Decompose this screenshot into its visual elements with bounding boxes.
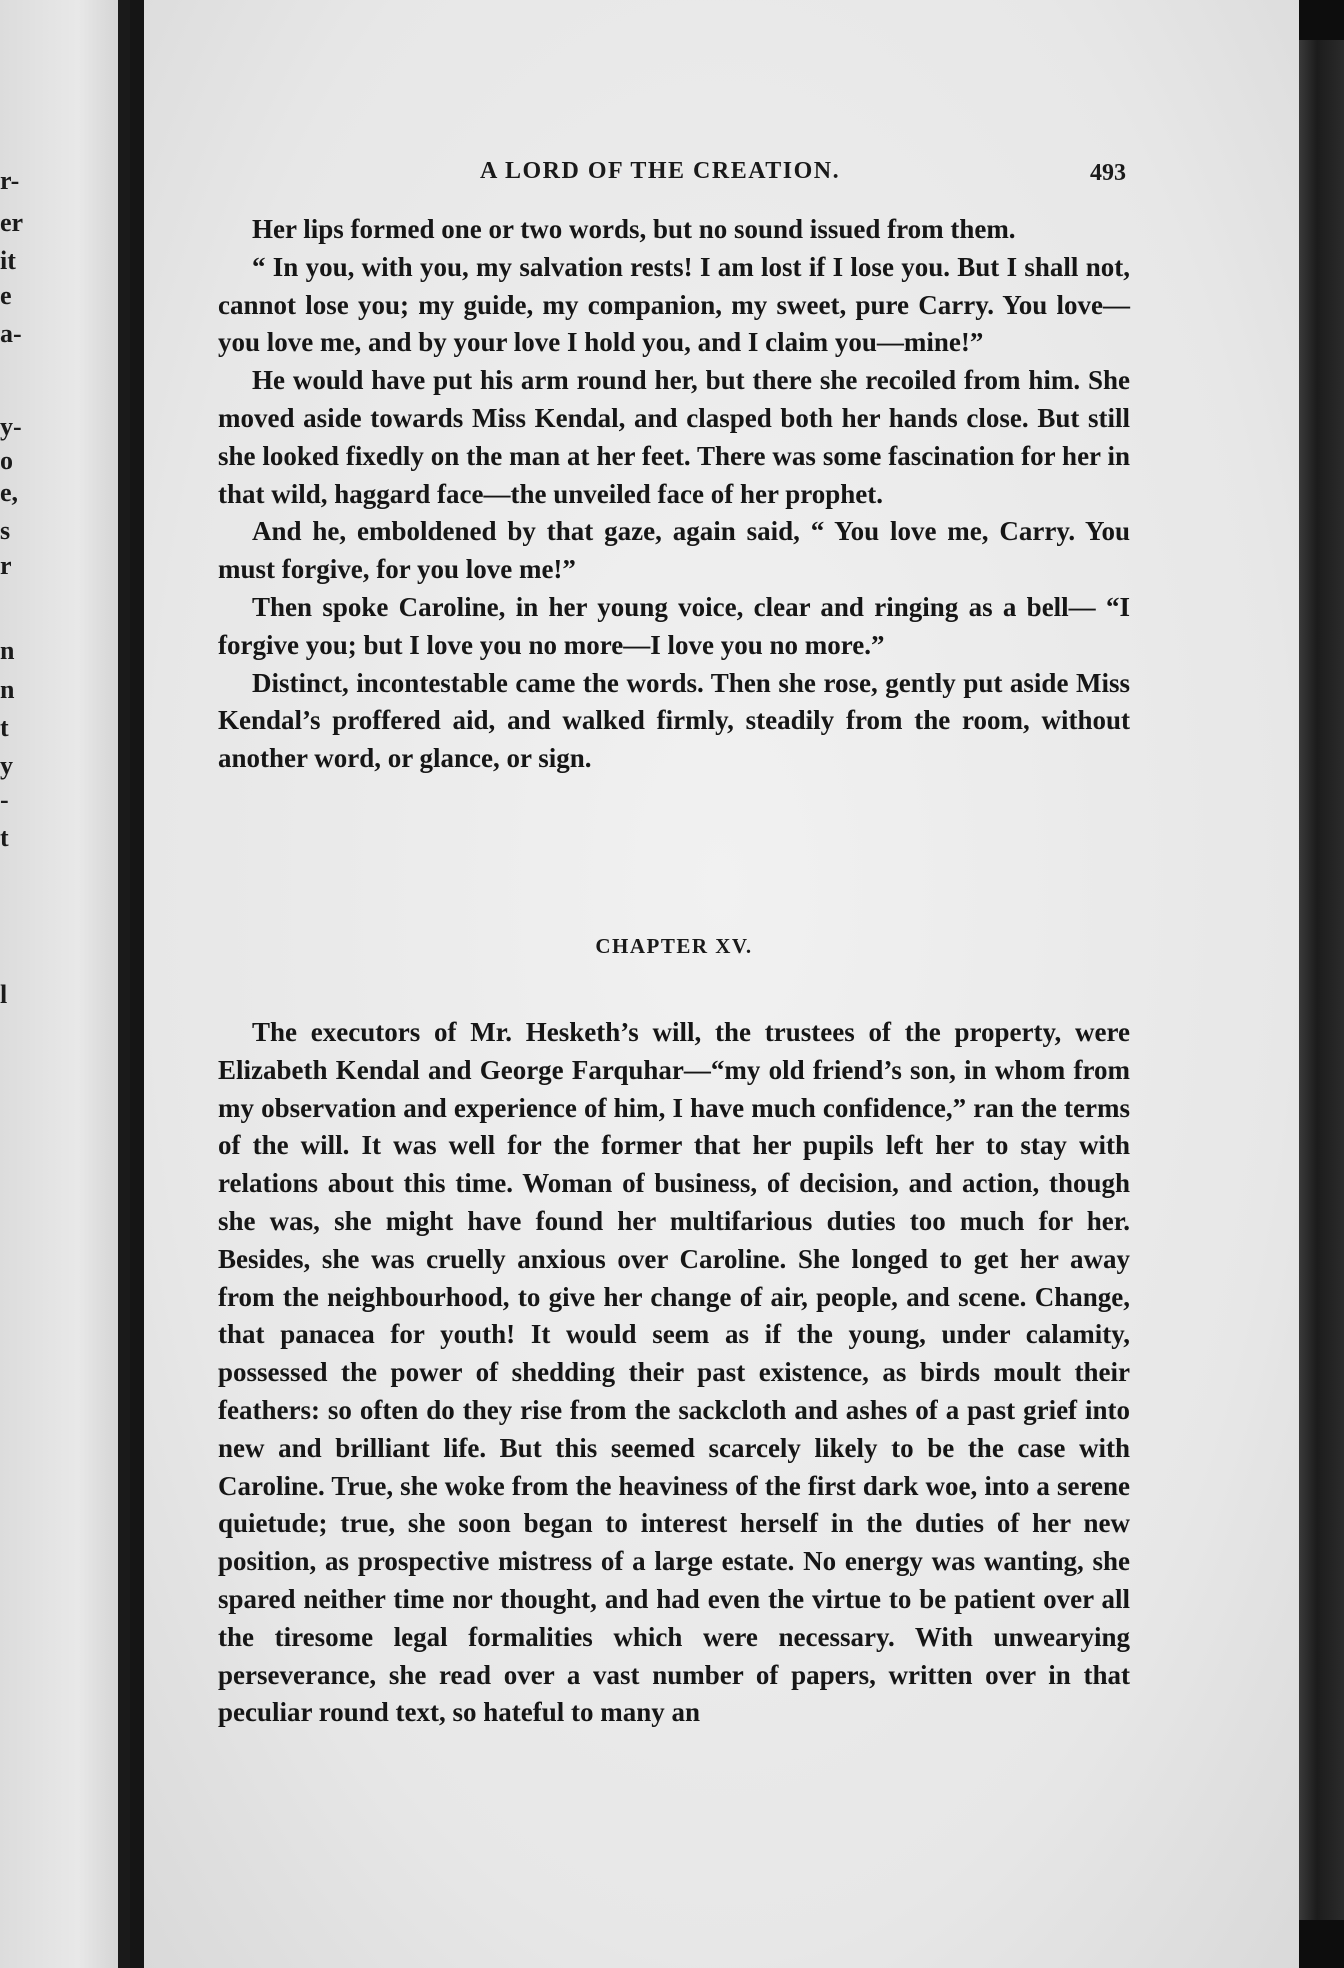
facing-page-fragment: er [0,208,24,237]
facing-page-fragment: l [0,980,8,1009]
facing-page-fragment: t [0,823,9,852]
page-number: 493 [1090,160,1126,186]
facing-page-fragment: r [0,551,12,580]
paragraph: Distinct, incontestable came the words. Then she rose, gently put aside Miss Kendal’s proffered aid, and walked firmly, steadily from the room, without another word, or glance, or sign. [218,667,1130,774]
facing-page-fragment: n [0,675,15,704]
paragraph: Then spoke Caroline, in her young voice, clear and ringing as a bell— “I forgive you; but I love you no more—I love you no more.” [218,591,1130,660]
paragraph: And he, emboldened by that gaze, again said, “ You love me, Carry. You must forgive, for you love me!” [218,516,1130,585]
facing-page-fragment: r- [0,166,20,195]
book-spine [118,0,130,1968]
page-gutter [130,0,144,1968]
facing-page-edge [0,0,130,1968]
page-stack-edge [1299,40,1344,1920]
facing-page-fragment: o [0,446,13,475]
facing-page-fragment: a- [0,319,22,348]
facing-page-fragment: y- [0,412,22,441]
facing-page-fragment: e, [0,478,19,507]
top-text-block [218,211,1130,778]
chapter-text-block [218,1014,1130,1732]
paragraph: The executors of Mr. Hesketh’s will, the trustees of the property, were Elizabeth Kendal and George Farquhar—“my old friend’s son, in whom from my observation and experience of him, I have much confidence,” ran the terms of the will. It was well for the former that her pupils left her to stay with relations about this time. Woman of business, of decision, and action, though she was, she might have found her multifarious duties too much for her. Besides, she was cruelly anxious over Caroline. She longed to get her away from the neighbourhood, to give her change of air, people, and scene. Change, that panacea for youth! It would seem as if the young, under calamity, possessed the power of shedding their past existence, as birds moult their feathers: so often do they rise from the sackcloth and ashes of a past grief into new and brilliant life. But this seemed scarcely likely to be the case with Caroline. True, she woke from the heaviness of the first dark woe, into a serene quietude; true, she soon began to interest herself in the duties of her new position, as prospective mistress of a large estate. No energy was wanting, she spared neither time nor thought, and had even the virtue to be patient over all the tiresome legal formalities which were necessary. With unwearying perseverance, she read over a vast number of papers, written over in that peculiar round text, so hateful to many an [218,1017,1130,1728]
paragraph: Her lips formed one or two words, but no sound issued from them. [252,214,1016,244]
facing-page-fragment: y [0,751,13,780]
chapter-heading: CHAPTER XV. [595,934,753,958]
facing-page-fragment: t [0,713,9,742]
facing-page-fragment: it [0,246,16,275]
paragraph: He would have put his arm round her, but there she recoiled from him. She moved aside towards Miss Kendal, and clasped both her hands close. But still she looked fixedly on the man at her feet. There was some fascination for her in that wild, haggard face—the unveiled face of her prophet. [218,365,1130,509]
facing-page-fragment: s [0,516,11,545]
paragraph: “ In you, with you, my salvation rests! I am lost if I lose you. But I shall not, cannot lose you; my guide, my companion, my sweet, pure Carry. You love—you love me, and by your love I hold you, and I claim you—mine!” [218,251,1130,358]
running-head: A LORD OF THE CREATION. [480,158,841,184]
facing-page-fragment: e [0,281,12,310]
facing-page-fragment: n [0,636,15,665]
page-header [330,158,1130,198]
facing-page-fragment: - [0,785,9,814]
